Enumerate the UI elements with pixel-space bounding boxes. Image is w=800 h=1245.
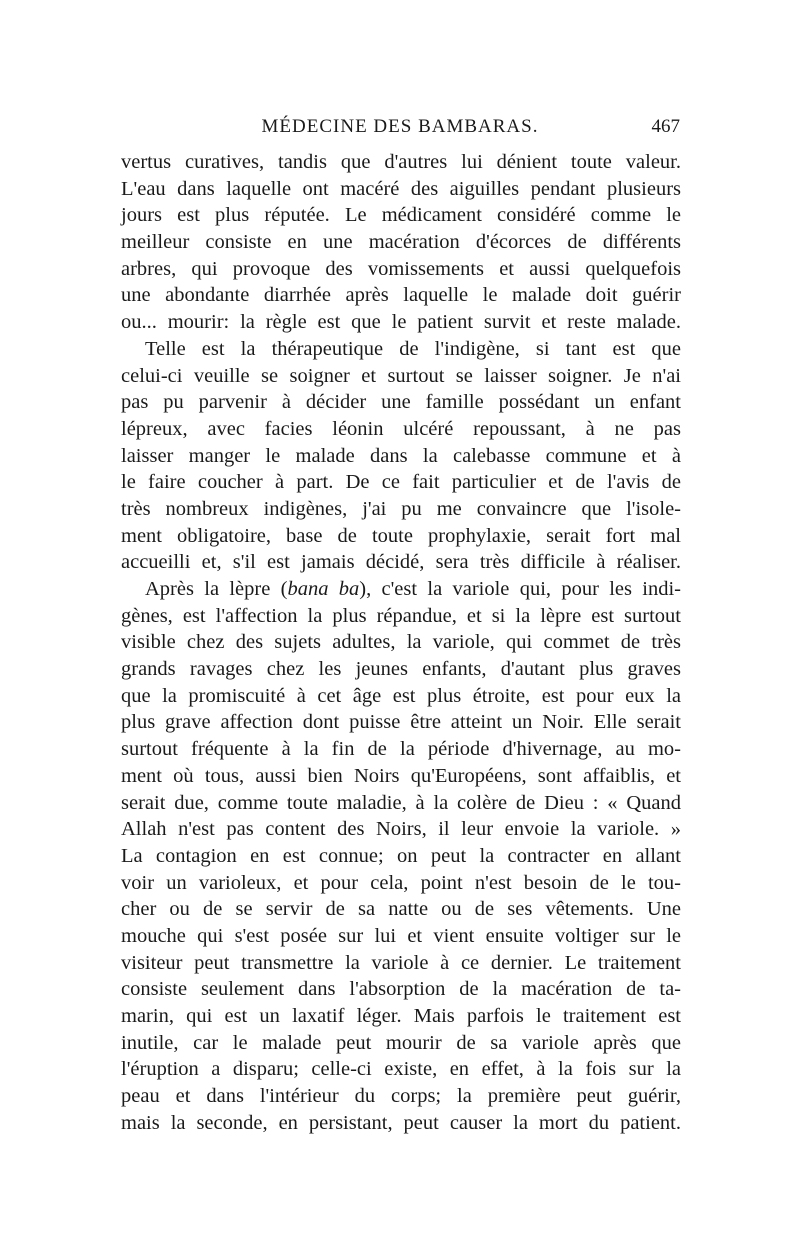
text-line: surtout fréquente à la fin de la période d'hivernage, au mo- (121, 738, 681, 761)
text-line: pas pu parvenir à décider une famille possédant un enfant (121, 391, 681, 414)
text-line: consiste seulement dans l'absorption de la macération de ta- (121, 978, 681, 1001)
text-line: inutile, car le malade peut mourir de sa variole après que (121, 1031, 681, 1054)
text-line: l'éruption a disparu; celle-ci existe, en effet, à la fois sur la (121, 1058, 681, 1081)
page-number: 467 (651, 116, 680, 137)
text-line: très nombreux indigènes, j'ai pu me convaincre que l'isole- (121, 497, 681, 520)
text-line: visiteur peut transmettre la variole à ce dernier. Le traitement (121, 951, 681, 974)
text-line: meilleur consiste en une macération d'écorces de différents (121, 231, 681, 254)
running-title: MÉDECINE DES BAMBARAS. (261, 116, 539, 137)
text-line: serait due, comme toute maladie, à la colère de Dieu : « Quand (121, 791, 681, 814)
text-line: grands ravages chez les jeunes enfants, d'autant plus graves (121, 658, 681, 681)
text-line: accueilli et, s'il est jamais décidé, sera très difficile à réaliser. (121, 551, 681, 574)
text-line: La contagion en est connue; on peut la contracter en allant (121, 844, 681, 867)
text-line: ment où tous, aussi bien Noirs qu'Européens, sont affaiblis, et (121, 764, 681, 787)
text-segment: Après la lèpre ( (145, 578, 288, 600)
running-head (120, 116, 680, 142)
text-line: mouche qui s'est posée sur lui et vient ensuite voltiger sur le (121, 924, 681, 947)
text-line: Allah n'est pas content des Noirs, il leur envoie la variole. » (121, 818, 681, 841)
text-line: L'eau dans laquelle ont macéré des aiguilles pendant plusieurs (121, 177, 681, 200)
text-line: visible chez des sujets adultes, la variole, qui commet de très (121, 631, 681, 654)
text-line: jours est plus réputée. Le médicament considéré comme le (121, 204, 681, 227)
text-line: gènes, est l'affection la plus répandue, et si la lèpre est surtout (121, 604, 681, 627)
text-line: ment obligatoire, base de toute prophylaxie, serait fort mal (121, 524, 681, 547)
text-line: que la promiscuité à cet âge est plus étroite, est pour eux la (121, 684, 681, 707)
text-line: ou... mourir: la règle est que le patient survit et reste malade. (121, 311, 681, 334)
body-text (121, 149, 681, 1136)
text-line: mais la seconde, en persistant, peut causer la mort du patient. (121, 1111, 681, 1134)
text-line: arbres, qui provoque des vomissements et aussi quelquefois (121, 257, 681, 280)
text-line: Telle est la thérapeutique de l'indigène, si tant est que (145, 337, 681, 360)
text-segment: ), c'est la variole qui, pour les indi- (359, 578, 681, 600)
text-line: le faire coucher à part. De ce fait particulier et de l'avis de (121, 471, 681, 494)
text-line: marin, qui est un laxatif léger. Mais parfois le traitement est (121, 1005, 681, 1027)
italic-term: bana ba (287, 578, 360, 600)
text-line: laisser manger le malade dans la calebasse commune et à (121, 444, 681, 467)
text-line: peau et dans l'intérieur du corps; la première peut guérir, (121, 1085, 681, 1108)
text-line: celui-ci veuille se soigner et surtout se laisser soigner. Je n'ai (121, 364, 681, 387)
text-line: voir un varioleux, et pour cela, point n'est besoin de le tou- (121, 871, 681, 894)
text-line: plus grave affection dont puisse être atteint un Noir. Elle serait (121, 711, 681, 734)
text-line: une abondante diarrhée après laquelle le malade doit guérir (121, 284, 681, 307)
text-line: vertus curatives, tandis que d'autres lui dénient toute valeur. (121, 151, 681, 173)
text-line: lépreux, avec facies léonin ulcéré repoussant, à ne pas (121, 417, 681, 440)
text-line: cher ou de se servir de sa natte ou de ses vêtements. Une (121, 898, 681, 921)
text-line-with-italic (121, 576, 681, 603)
